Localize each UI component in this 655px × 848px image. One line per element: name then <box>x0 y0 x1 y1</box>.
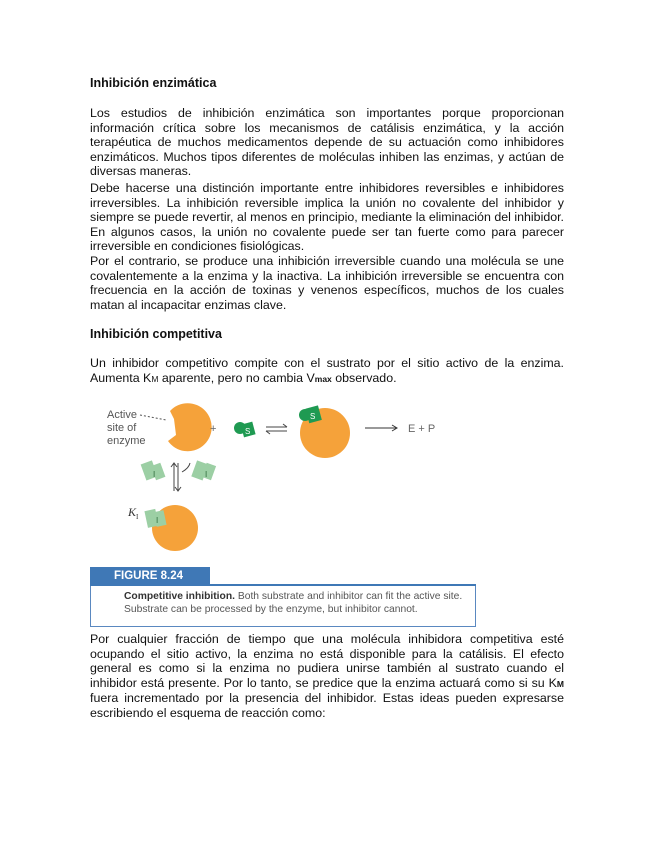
enzyme-substrate-complex <box>299 405 350 458</box>
figure-caption <box>90 567 476 627</box>
product-arrow <box>365 425 397 431</box>
svg-text:S: S <box>245 427 251 436</box>
caption-text: Competitive inhibition. Both substrate and inhibitor can fit the active site. Substrate can be processed by the enzyme, but inhibitor cannot. <box>124 591 463 615</box>
active-site-label-line2: site of <box>107 422 137 434</box>
inhibitor-right <box>191 460 216 480</box>
ki-label: K <box>128 505 137 519</box>
enzyme-inhibitor-complex <box>144 505 198 551</box>
paragraph-reversible: Debe hacerse una distinción importante entre inhibidores reversibles e inhibidores irreversibles. La inhibición reversible implica la unión no covalente del inhibidor y siempre se puede revertir, al menos en principio, mediante la eliminación del inhibidor. En algunos casos, la unión no covalente puede ser tan fuerte como para parecer irreversible en condiciones fisiológicas. <box>90 181 564 254</box>
equilibrium-arrows <box>266 424 287 434</box>
paragraph-irreversible: Por el contrario, se produce una inhibición irreversible cuando una molécula se une covalentemente a la enzima y la inactiva. La inhibición irreversible se encuentra con frecuencia en la acción de toxinas y venenos específicos, muchos de los cuales matan al incapacitar enzimas clave. <box>90 254 564 312</box>
substrate-free <box>234 422 256 438</box>
enzyme-free <box>168 403 212 451</box>
caption-frame <box>90 586 476 627</box>
heading-competitive-inhibition: Inhibición competitiva <box>90 327 222 341</box>
svg-text:I: I <box>156 516 159 525</box>
svg-text:I: I <box>153 470 156 479</box>
ki-subscript: I <box>136 513 139 521</box>
svg-text:I: I <box>205 470 208 479</box>
paragraph-competitive: Un inhibidor competitivo compite con el sustrato por el sitio activo de la enzima. Aumenta KM aparente, pero no cambia Vmax observado. <box>90 356 564 385</box>
reversible-vertical-arrows <box>171 463 190 491</box>
active-site-label-line3: enzyme <box>107 435 146 447</box>
product-label: E + P <box>408 423 436 435</box>
plus-sign: + <box>210 423 217 435</box>
heading-enzyme-inhibition: Inhibición enzimática <box>90 76 217 90</box>
inhibitor-left <box>141 460 166 480</box>
active-site-label-line1: Active <box>107 409 137 421</box>
active-site-leader <box>140 415 166 420</box>
figure-number-tab: FIGURE 8.24 <box>90 567 210 586</box>
svg-text:S: S <box>310 412 316 421</box>
paragraph-reaction-scheme: Por cualquier fracción de tiempo que una molécula inhibidora competitiva esté ocupando el sitio activo, la enzima no está disponible para la catálisis. El efecto general es como si la enzima no pudiera unirse también al sustrato cuando el inhibidor está presente. Por lo tanto, se predice que la enzima actuará como si su KM fuera incrementado por la presencia del inhibidor. Estas ideas pueden expresarse escribiendo el esquema de reacción como: <box>90 632 564 720</box>
paragraph-intro: Los estudios de inhibición enzimática son importantes porque proporcionan información crítica sobre los mecanismos de catálisis enzimática, y la acción terapéutica de muchos medicamentos depende de su actuación como inhibidores enzimáticos. Muchos tipos diferentes de moléculas inhiben las enzimas, y actúan de diversas maneras. <box>90 106 564 179</box>
